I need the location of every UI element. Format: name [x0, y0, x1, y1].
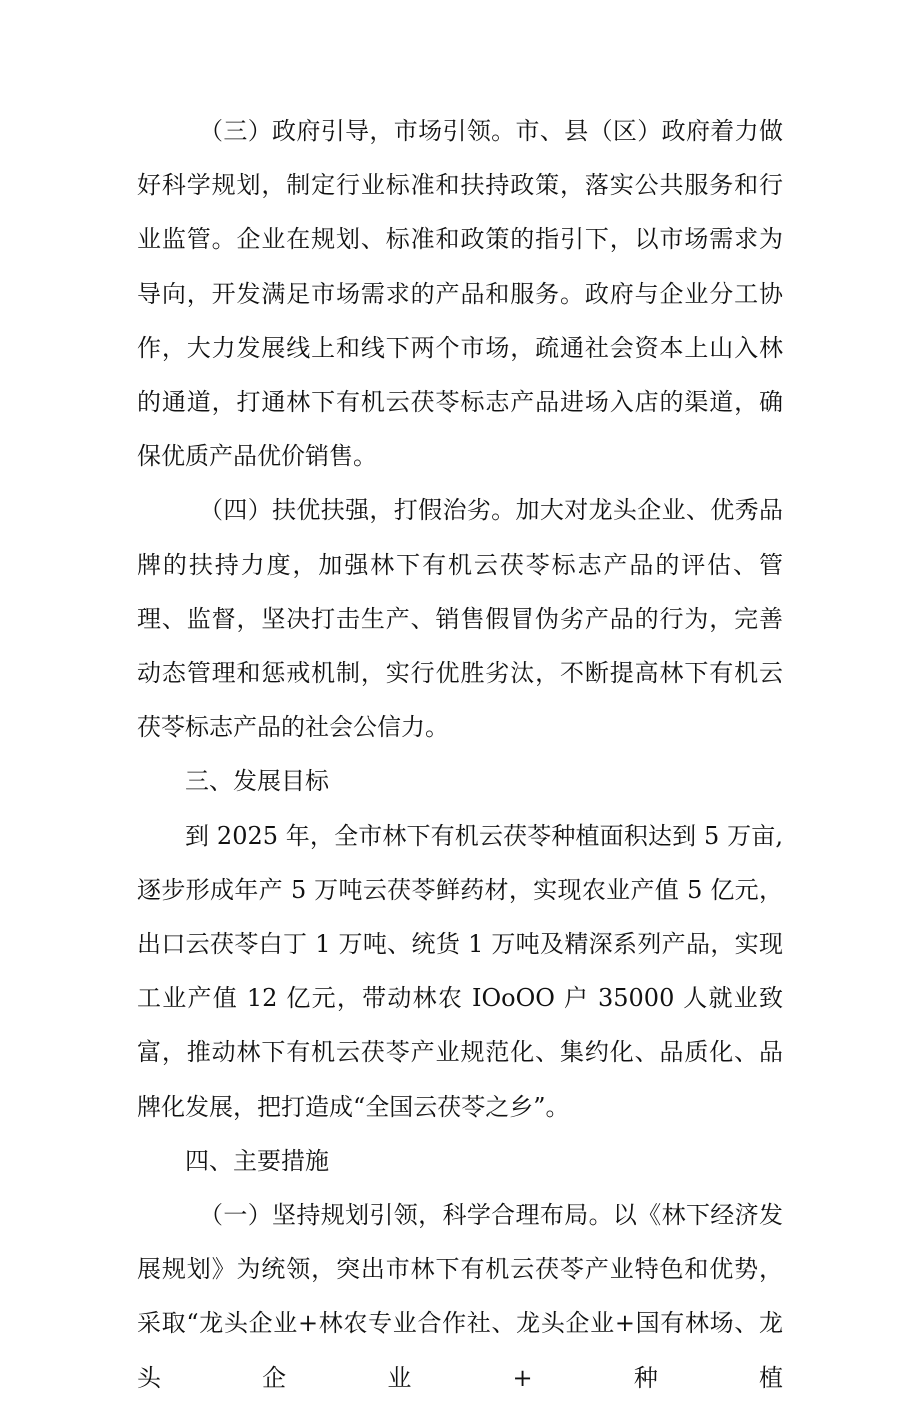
paragraph-planning-layout: （一）坚持规划引领，科学合理布局。以《林下经济发展规划》为统领，突出市林下有机云茯苓产业特色和优势，采取“龙头企业+林农专业合作社、龙头企业+国有林场、龙头企业+种植 — [137, 1201, 783, 1392]
paragraph-support-strong: （四）扶优扶强，打假治劣。加大对龙头企业、优秀品牌的扶持力度，加强林下有机云茯苓标志产品的评估、管理、监督，坚决打击生产、销售假冒伪劣产品的行为，完善动态管理和惩戒机制，实行优胜劣汰，不断提高林下有机云茯苓标志产品的社会公信力。 — [137, 496, 783, 742]
section-heading-main-measures: 四、主要措施 — [185, 1146, 329, 1175]
paragraph-development-goals: 到 2025 年，全市林下有机云茯苓种植面积达到 5 万亩,逐步形成年产 5 万吨云茯苓鲜药材，实现农业产值 5 亿元，出口云茯苓白丁 1 万吨、统货 1 万吨及精深系列产品，实现工业产值 12 亿元，带动林农 IOoOO 户 35000 人就业致富，推动林下有机云茯苓产业规范化、集约化、品质化、品牌化发展，把打造成“全国云茯苓之乡”。 — [137, 821, 783, 1121]
document-body — [137, 104, 783, 1405]
section-heading-development-goals: 三、发展目标 — [185, 767, 329, 796]
paragraph-government-guidance: （三）政府引导，市场引领。市、县（区）政府着力做好科学规划，制定行业标准和扶持政策，落实公共服务和行业监管。企业在规划、标准和政策的指引下，以市场需求为导向，开发满足市场需求的产品和服务。政府与企业分工协作，大力发展线上和线下两个市场，疏通社会资本上山入林的通道，打通林下有机云茯苓标志产品进场入店的渠道，确保优质产品优价销售。 — [137, 117, 783, 471]
